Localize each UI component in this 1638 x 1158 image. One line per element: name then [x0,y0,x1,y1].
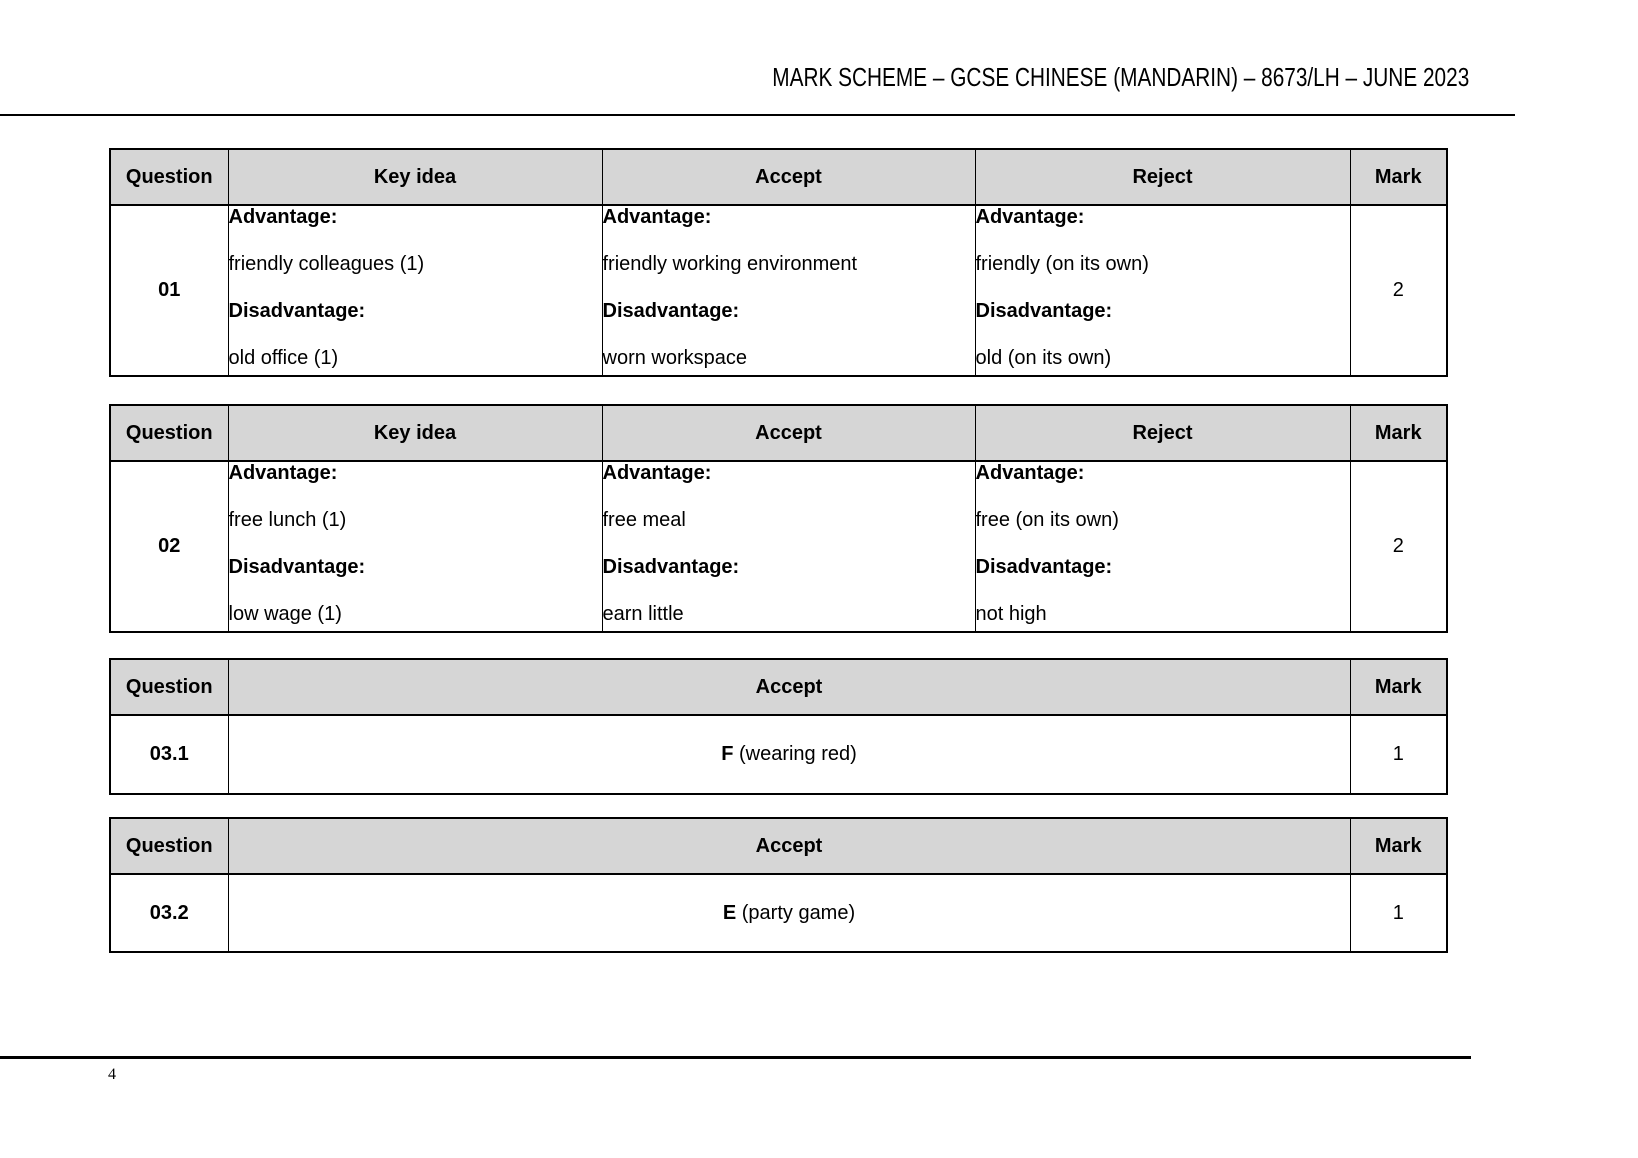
answer-text: (party game) [736,901,856,924]
mark-cell: 1 [1350,715,1447,794]
advantage-label: Advantage: [228,206,338,228]
footer-rule [0,1056,1471,1059]
column-header-reject: Reject [975,405,1350,461]
disadvantage-label: Disadvantage: [228,300,366,322]
column-header-mark: Mark [1350,659,1447,715]
disadvantage-text: old (on its own) [975,347,1112,369]
advantage-text: friendly working environment [602,253,858,275]
advantage-text: friendly colleagues (1) [228,253,425,275]
disadvantage-text: earn little [602,603,684,625]
disadvantage-text: worn workspace [602,347,748,369]
column-header-question: Question [110,149,228,205]
disadvantage-label: Disadvantage: [975,300,1113,322]
disadvantage-text: low wage (1) [228,603,342,625]
header-rule [0,114,1515,116]
table-row [110,205,1447,376]
column-header-key-idea: Key idea [228,405,602,461]
answer-letter: F [721,743,734,765]
column-header-accept: Accept [228,659,1350,715]
advantage-label: Advantage: [975,206,1085,228]
accept-cell [602,205,975,376]
column-header-accept: Accept [602,149,975,205]
reject-cell [975,461,1350,632]
accept-cell [228,874,1350,952]
advantage-label: Advantage: [228,462,338,484]
advantage-label: Advantage: [975,462,1085,484]
table-row [110,715,1447,794]
table-header-row [110,149,1447,205]
column-header-mark: Mark [1350,818,1447,874]
disadvantage-text: not high [975,603,1047,625]
question-number-cell: 03.1 [110,715,228,794]
advantage-text: free lunch (1) [228,509,347,531]
disadvantage-label: Disadvantage: [228,556,366,578]
column-header-question: Question [110,818,228,874]
table-row [110,461,1447,632]
mark-scheme-table-q03-2 [109,817,1448,953]
mark-cell: 1 [1350,874,1447,952]
column-header-mark: Mark [1350,405,1447,461]
page-number: 4 [108,1066,116,1083]
mark-cell: 2 [1350,205,1447,376]
document-title: MARK SCHEME – GCSE CHINESE (MANDARIN) – 8673/LH – JUNE 2023 [771,62,1469,92]
column-header-key-idea: Key idea [228,149,602,205]
mark-cell: 2 [1350,461,1447,632]
key-idea-cell [228,461,602,632]
advantage-text: friendly (on its own) [975,253,1149,275]
column-header-question: Question [110,659,228,715]
table-header-row [110,659,1447,715]
column-header-reject: Reject [975,149,1350,205]
table-row [110,874,1447,952]
advantage-label: Advantage: [602,206,712,228]
advantage-text: free meal [602,509,686,531]
disadvantage-label: Disadvantage: [602,556,740,578]
column-header-mark: Mark [1350,149,1447,205]
answer-text: (wearing red) [733,743,857,765]
column-header-accept: Accept [228,818,1350,874]
disadvantage-label: Disadvantage: [975,556,1113,578]
column-header-question: Question [110,405,228,461]
accept-cell [228,715,1350,794]
question-number-cell: 03.2 [110,874,228,952]
answer-letter: E [722,901,737,924]
key-idea-cell [228,205,602,376]
accept-cell [602,461,975,632]
reject-cell [975,205,1350,376]
table-header-row [110,405,1447,461]
question-number-cell: 01 [110,205,228,376]
advantage-label: Advantage: [602,462,712,484]
table-header-row [110,818,1447,874]
question-number-cell: 02 [110,461,228,632]
mark-scheme-table-q03-1 [109,658,1448,795]
disadvantage-label: Disadvantage: [602,300,740,322]
disadvantage-text: old office (1) [228,347,339,369]
column-header-accept: Accept [602,405,975,461]
mark-scheme-table-q02 [109,404,1448,633]
mark-scheme-table-q01 [109,148,1448,377]
advantage-text: free (on its own) [975,509,1119,531]
